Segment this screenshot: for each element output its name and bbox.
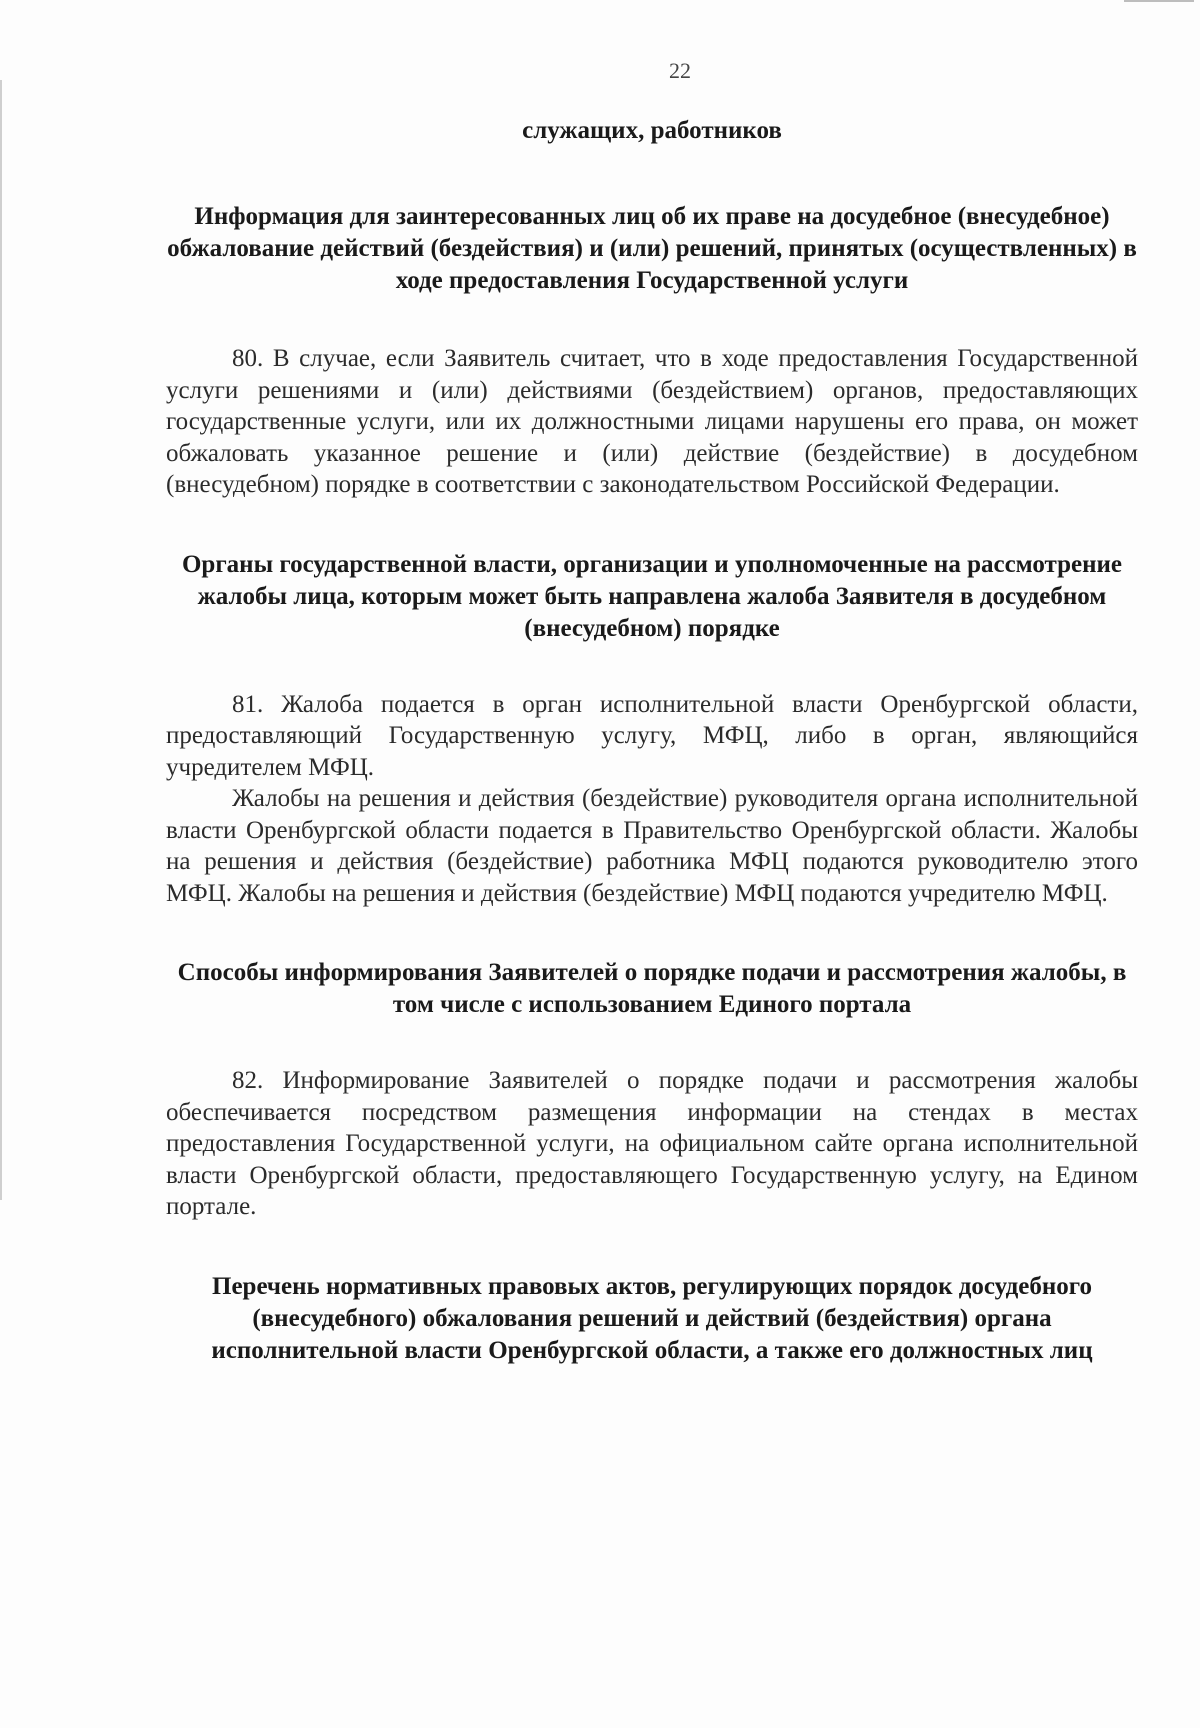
page-number: 22 <box>669 58 691 83</box>
section-informing-methods <box>166 957 1138 1223</box>
section-heading: Органы государственной власти, организации и уполномоченные на рассмотрение жалобы лица, которым может быть направлена жалоба Заявителя в досудебном (внесудебном) порядке <box>181 550 1123 642</box>
paragraph-80: 80. В случае, если Заявитель считает, что в ходе предоставления Государственной услуги решениями и (или) действиями (бездействием) органов, предоставляющих государственные услуги, или их должностными лицами нарушены его права, он может обжаловать указанное решение и (или) действие (бездействие) в досудебном (внесудебном) порядке в соответствии с законодательством Российской Федерации. <box>166 345 1138 498</box>
document-body <box>166 115 1138 1367</box>
section-complaint-bodies <box>166 549 1138 910</box>
section-heading: Информация для заинтересованных лиц об их праве на досудебное (внесудебное) обжалование действий (бездействия) и (или) решений, принятых (осуществленных) в ходе предоставления Государственной услуги <box>167 203 1137 294</box>
scan-edge-mark <box>0 80 2 1200</box>
paragraph-81-continued: Жалобы на решения и действия (бездействие) руководителя органа исполнительной власти Оренбургской области подается в Правительство Оренбургской области. Жалобы на решения и действия (бездействие) работника МФЦ подаются руководителю этого МФЦ. Жалобы на решения и действия (бездействие) МФЦ подаются учредителю МФЦ. <box>166 785 1138 907</box>
paragraph-81: 81. Жалоба подается в орган исполнительной власти Оренбургской области, предоставляющий Государственную услугу, МФЦ, либо в орган, являющийся учредителем МФЦ. <box>166 690 1138 781</box>
section-heading-continued: служащих, работников <box>522 117 782 144</box>
section-heading: Способы информирования Заявителей о порядке подачи и рассмотрения жалобы, в том числе с использованием Единого портала <box>177 959 1127 1018</box>
section-appeal-right <box>166 201 1138 501</box>
section-heading: Перечень нормативных правовых актов, регулирующих порядок досудебного (внесудебного) обжалования решений и действий (бездействия) органа исполнительной власти Оренбургской области, а также его должностных лиц <box>211 1272 1093 1364</box>
scan-corner-mark <box>1124 0 1194 10</box>
paragraph-82: 82. Информирование Заявителей о порядке подачи и рассмотрения жалобы обеспечивается посредством размещения информации на стендах в местах предоставления Государственной услуги, на официальном сайте органа исполнительной власти Оренбургской области, предоставляющего Государственную услугу, на Едином портале. <box>166 1067 1138 1220</box>
section-legal-acts <box>166 1271 1138 1367</box>
